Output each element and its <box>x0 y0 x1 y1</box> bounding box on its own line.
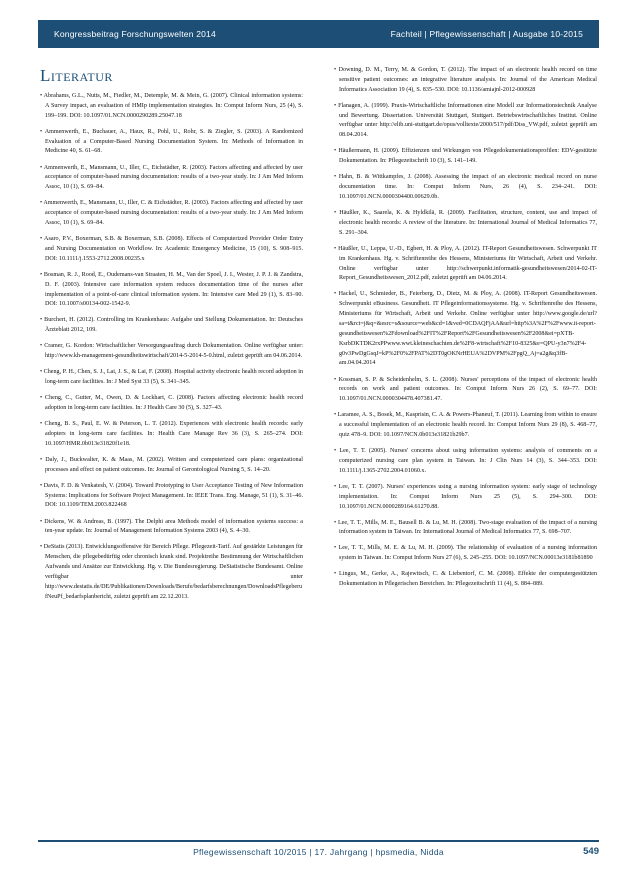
reference-entry: • Ammenwerth, E., Mansmann, U., Iller, C. & Eichstädter, R. (2003). Factors affecting and affected by user acceptance of computer-based nursing documentation: results of a two-year study. In: J Am Med Inform Assoc, 10 (1), S. 69–84. <box>40 200 303 227</box>
reference-entry: • Lingus, M., Gerke, A., Rajewitsch, C. & Liebentorf, C. M. (2008). Effekte der computergestützten Dokumentation in Pflegerischen Bereichen. In: Pflegezeitschrift 11 (4), S. 884–889. <box>334 571 597 588</box>
reference-entry: • Flanagen, A. (1999). Praxis-Wirtschaftliche Informationen eine Modell zur Informationstechnik Analyse und Bewertung. Dissertation. Universität Stuttgart, Stuttgart. Betriebswirtschaftliches Institut. Online verfügbar unter http://elib.uni-stuttgart.de/opus/volltexte/2000/517/pdf/Diss_VW.pdf, zuletzt geprüft am 08.04.2014. <box>334 102 597 139</box>
reference-entry: • Lee, T. T. (2005). Nurses' concerns about using information systems: analysis of comments on a computerized nursing care plan system in Taiwan. In: J Clin Nurs 14 (3), S. 344–353. DOI: 10.1111/j.1365-2702.2004.01060.x. <box>334 448 597 474</box>
reference-entry: • Laramee, A. S., Bosek, M., Kasprisin, C. A. & Powers-Phaneuf, T. (2011). Learning from within to ensure a successful implementation of an electronic health record. In: Comput Inform Nurs 29 (8), S. 468–77, quiz 478–9. DOI: 10.1097/NCN.0b013e31821b29b7. <box>334 412 597 438</box>
reference-entry: • Ammenwerth, E., Buchauer, A., Haux, R., Pohl, U., Rohr, S. & Ziegler, S. (2003). A Randomized Evaluation of a Computer-Based Nursing Documentation System. In: Methods of Information in Medicine 40, S. 61–68. <box>40 128 303 155</box>
page-title: Literatur <box>40 66 113 85</box>
reference-entry: • Abrahams, G.L., Nutts, M., Fiedler, M., Detemple, M. & Mein, G. (2007). Clinical information systems: A Survey impact, an evaluation of HMIp implementation strategies. In: Comput Inform Nurs, 25 (4), S. 199–199. DOI: 10.1097/01.NCN.0000290289.25047.18 <box>40 93 303 119</box>
reference-entry: • Dickens, W. & Andreas, B. (1997). The Delphi area Methods model of information systems success: a ten-year update. In: Journal of Management Information Systems 2003 (4), S. 4–30. <box>40 518 303 535</box>
reference-entry: • Hackel, U., Schmieder, B., Feierberg, D., Dietz, M. & Ploy, A. (2008). IT-Report Gesundheitswesen. Schwerpunkt eBusiness. Gesundheit. IT Pflegeinformationssysteme. Hg. v. Schriftenreihe des Hessens, Ministeriums für Wirtschaft, Arbeit und Verkehr. Online verfügbar unter http://www.google.de/url?sa=t&rct=j&q=&esrc=s&source=web&cd=1&ved=0CDAQFjAA&url=http%3A%2F%2Fwww.it-report-gesundheitswesen%2Fdownload%2FIT%2FReport%2FGesundheitswesen%2F2008&ei=pXTB-KsrbDKTDK2rxPPwww.wwt.kleineschachten.de%2F8-wirtschaft%2F10-8325&e=QPU-y3n7%2F4-g0v3PwDgGsqJ=kP%2F0%2FPAT%2DT0gOKNrHEUA%2DVPM%2FpgQ_Aj=a2g&q3fB-am.04.04.2014 <box>334 291 597 367</box>
reference-entry: • Lee, T. T., Mills, M. E., Bausell B. & Lu, M. H. (2008). Two-stage evaluation of the impact of a nursing information system in Taiwan. In: International Journal of Medical Informatics 77, S. 698–707. <box>334 519 597 536</box>
page-number: 549 <box>583 846 599 857</box>
reference-columns <box>40 66 597 824</box>
reference-entry: • Häußler, U., Leppa, U.-D., Egbert, H. & Ploy, A. (2012). IT-Report Gesundheitswesen. Schwerpunkt IT im Krankenhaus. Hg. v. Schriftenreihe des Hessens, Ministeriums für Wirtschaft, Arbeit und Verkehr. Online verfügbar unter http://schwerpunkt.informatik-gesundheitswesen/2014-02-IT-Report_Gesundheitswesen_2012.pdf, zuletzt geprüft am 04.06.2014. <box>334 245 597 282</box>
reference-entry: • Daly, J., Buckwalter, K. & Maas, M. (2002). Written and computerized care plans: organizational processes and effect on patient outcomes. In: Journal of Gerontological Nursing 5, S. 14–20. <box>40 456 303 473</box>
reference-entry: • Cheng, B. S., Paul, E. W. & Peterson, L. T. (2012). Experiences with electronic health records: early adopters in long-term care facilities. In: Health Care Manage Rev 36 (3), S. 265–274. DOI: 10.1097/HMR.0b013e31820f1e18. <box>40 421 303 447</box>
footer-divider <box>38 840 599 842</box>
reference-entry: • Cheng, P. H., Chen, S. J., Lai, J. S., & Lai, F. (2008). Hospital activity electronic health record adoption in long-term care facilities. In: J Med Syst 33 (5), S. 341–345. <box>40 369 303 386</box>
reference-column-right <box>334 66 597 596</box>
reference-column-left <box>40 66 303 609</box>
header-right-text: Fachteil | Pflegewissenschaft | Ausgabe 10-2015 <box>390 29 583 39</box>
reference-entry: • Bosman, R. J., Rood, E., Oudemans-van Straaten, H. M., Van der Spoel, J. I., Wester, J. P. J. & Zandstra, D. F. (2003). Intensive care information system reduces documentation time of the nurses after implementation of a point-of-care clinical information system. In: Intensive care Med 29 (1), S. 83–90. DOI: 10.1007/s00134-002-1542-9. <box>40 271 303 308</box>
header-left-text: Kongressbeitrag Forschungswelten 2014 <box>54 29 216 39</box>
reference-entry: • Davis, F. D. & Venkatesh, V. (2004). Toward Prototyping to User Acceptance Testing of New Information Systems: Implications for Software Project Management. In: IEEE Trans. Eng. Manage, 51 (1), S. 31–46. DOI: 10.1109/TEM.2003.822468 <box>40 482 303 509</box>
reference-entry: • Lee, T. T. (2007). Nurses' experiences using a nursing information system: early stage of technology implementation. In: Comput Inform Nurs 25 (5), S. 294–300. DOI: 10.1097/01.NCN.0000289164.61270.88. <box>334 483 597 510</box>
reference-entry: • DeStatis (2013). Entwicklungsoffensive für Bereich Pflege. Pflegezeit-Tarif. Auf gestärkte Leistungen für Menschen, die pflegebedürftig oder chronisch krank sind. Projektreihe Bestimmung der Wirtschaftlichen Aufwands und Ansätze zur Entwicklung. Hg. v. Die Bundesregierung. DeStatistische Bundesamt. Online verfügbar unter http://www.destatis.de/DE/Publikationen/Downloads/Berufe/bedarfsberechnungen/DownloadsPflegeberufNeuPf_bedarfsplanbericht, zuletzt geprüft am 22.12.2013. <box>40 544 303 600</box>
reference-entry: • Hahn, B. & Wittkampfes, J. (2008). Assessing the impact of an electronic medical record on nurse documentation time. In: Comput Inform Nurs, 26 (4), S. 234–241. DOI: 10.1097/01.NCN.0000304400.00629.0b. <box>334 174 597 201</box>
reference-entry: • Ammenwerth, E., Mansmann, U., Iller, C., Eichstädter, R. (2003). Factors affecting and affected by user acceptance of computer-based nursing documentation: results of a two-year study. In: J Am Med Inform Assoc, 10 (1), S. 69–84. <box>40 164 303 191</box>
reference-entry: • Lee, T. T., Mills, M. E. & Lu, M. H. (2009). The relationship of evaluation of a nursing information system in Taiwan. In: Comput Inform Nurs 27 (6), S. 245–255. DOI: 10.1097/NCN.00013e3181b81890 <box>334 545 597 562</box>
reference-entry: • Kossman, S. P. & Scheidenhelm, S. L. (2008). Nurses' perceptions of the impact of electronic health records on work and patient outcomes. In: Comput Inform Nurs 26 (2), S. 69–77. DOI: 10.1097/01.NCN.0000304478.407381.47. <box>334 376 597 403</box>
reference-entry: • Asaro, P.V., Boxerman, S.B. & Boxerman, S.B. (2008). Effects of Computerized Provider Order Entry and Nursing Documentation on Workflow. In: Academic Emergency Medicine, 15 (10), S. 908–915. DOI: 10.1111/j.1553-2712.2008.00235.x <box>40 236 303 262</box>
page-header <box>38 20 599 48</box>
reference-entry: • Downing, D. M., Terry, M. & Gordon, T. (2012). The impact of an electronic health record on time sensitive patient outcomes: an integrative literature analysis. In: Journal of the American Medical Informatics Association 19 (4), S. 835–530. DOI: 10.1136/amiajnl-2012-000928 <box>334 67 597 93</box>
reference-entry: • Häußermann, H. (2009). Effizienzen und Wirkungen von Pflegedokumentationsprofilen: EDV-gestützte Dokumentation. In: Pflegezeitschrift 10 (3), S. 141–149. <box>334 148 597 165</box>
reference-entry: • Häußler, K., Saarela, K. & Hyldkilä, R. (2009). Facilitation, structure, content, use and impact of electronic health records: A review of the literature. In: International Journal of Medical Informatics 77, S. 291–304. <box>334 210 597 236</box>
reference-entry: • Cheng, C., Gutter, M., Owen, D. & Lockhart, C. (2008). Factors affecting electronic health record adoption in long-term care facilities. In: J Health Care 30 (5), S. 327–43. <box>40 395 303 412</box>
reference-entry: • Cramer, G. Kordon: Wirtschaftlicher Versorgungsauftrag durch Dokumentation. Online verfügbar unter: http://www.kh-management-gesundheitswirtschaft/2014-5-2014-5-0.html, zuletzt geprüft am 04.06.2014. <box>40 343 303 360</box>
footer-citation: Pflegewissenschaft 10/2015 | 17. Jahrgang | hpsmedia, Nidda <box>193 847 444 857</box>
page-footer <box>38 840 599 862</box>
reference-entry: • Burchert, H. (2012). Controlling im Krankenhaus: Aufgabe und Stellung Dokumentation. In: Deutsches Ärzteblatt 2012, 109. <box>40 317 303 334</box>
